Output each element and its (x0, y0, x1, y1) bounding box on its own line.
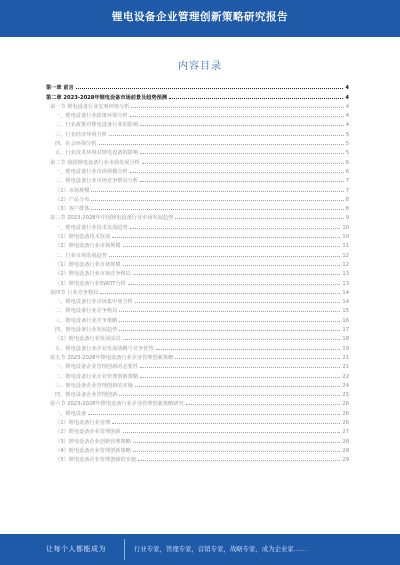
toc-leader-dots (109, 256, 341, 257)
toc-leader-dots (133, 442, 340, 443)
toc-entry-label: （2）锂电设备行业市场竞争格局 (55, 271, 131, 278)
toc-entry[interactable] (46, 342, 349, 351)
toc-entry-label: （1）锂电设备技术发展 (55, 234, 111, 241)
table-of-contents (46, 82, 349, 463)
toc-entry-label: （1）市场规模 (55, 187, 90, 194)
toc-entry-page: 8 (345, 206, 349, 213)
toc-leader-dots (130, 172, 344, 173)
toc-leader-dots (186, 404, 341, 405)
toc-leader-dots (99, 144, 344, 145)
toc-entry[interactable] (46, 305, 349, 314)
toc-leader-dots (156, 349, 341, 350)
toc-leader-dots (140, 153, 344, 154)
toc-entry[interactable] (46, 212, 349, 221)
toc-entry-label: 二、锂电设备行业竞争格局 (55, 308, 118, 315)
toc-entry[interactable] (46, 417, 349, 426)
toc-entry-page: 11 (342, 243, 349, 250)
toc-leader-dots (100, 293, 340, 294)
toc-entry-label: 一、锂电设备行业市场规模分析 (55, 168, 128, 175)
toc-entry[interactable] (46, 175, 349, 184)
toc-entry-label: 第一节 锂电设备行业宏观环境分析 (50, 103, 130, 110)
toc-leader-dots (135, 302, 341, 303)
toc-entry-label: 二、锂电设备行业市场竞争格局分析 (55, 178, 139, 185)
toc-entry-label: （2）锂电设备行业市场规模 (55, 243, 121, 250)
toc-entry-label: 三、锂电设备行业竞争策略 (55, 317, 118, 324)
toc-entry[interactable] (46, 398, 349, 407)
toc-entry-label: 四、锂电设备行业发展趋势 (55, 327, 118, 334)
toc-entry[interactable] (46, 138, 349, 147)
toc-leader-dots (135, 386, 341, 387)
toc-entry-label: 一、锂电设备 (55, 410, 87, 417)
toc-entry-label: （1）锂电设备行业市场规模 (55, 261, 121, 268)
toc-entry[interactable] (46, 268, 349, 277)
toc-entry-label: 第三节 2023-2028年中国锂电设备行业市场发展趋势 (50, 215, 174, 222)
toc-entry-page: 5 (345, 150, 349, 157)
toc-entry-label: 第五节 2023-2028年锂电设备行业企业管理创新策略 (50, 354, 174, 361)
toc-entry[interactable] (46, 426, 349, 435)
toc-entry[interactable] (46, 249, 349, 258)
toc-entry-page: 10 (342, 234, 349, 241)
toc-entry-page: 27 (342, 429, 349, 436)
toc-leader-dots (169, 98, 343, 99)
toc-entry-page: 19 (342, 345, 349, 352)
toc-entry-label: （3）锂电设备行业SWOT分析 (55, 280, 126, 287)
footer-divider (124, 539, 125, 560)
toc-entry-page: 17 (342, 327, 349, 334)
footer-slogan: 让每个人都能成为 (46, 545, 106, 553)
toc-entry[interactable] (46, 333, 349, 342)
toc-entry[interactable] (46, 370, 349, 379)
toc-entry-label: 二、行业市场发展趋势 (55, 252, 107, 259)
toc-entry-label: 一、锂电设备行业技术发展趋势 (55, 224, 128, 231)
toc-entry-page: 28 (342, 447, 349, 454)
toc-entry-label: （1）锂电设备行业发展前景 (55, 336, 121, 343)
toc-entry[interactable] (46, 101, 349, 110)
toc-leader-dots (112, 423, 340, 424)
toc-entry[interactable] (46, 128, 349, 137)
toc-entry-page: 4 (345, 113, 349, 120)
toc-entry[interactable] (46, 287, 349, 296)
toc-entry[interactable] (46, 184, 349, 193)
toc-entry-label: 第二节 我国锂电设备行业市场发展分析 (50, 159, 140, 166)
toc-entry-label: 三、锂电设备企业管理创新的实施 (55, 382, 133, 389)
toc-entry-page: 13 (342, 271, 349, 278)
toc-entry-page: 26 (342, 419, 349, 426)
toc-entry-page: 29 (342, 457, 349, 464)
toc-entry-page: 21 (342, 354, 349, 361)
toc-entry-page: 14 (342, 299, 349, 306)
toc-entry[interactable] (46, 277, 349, 286)
toc-entry-page: 6 (345, 168, 349, 175)
toc-entry-page: 4 (345, 122, 349, 129)
toc-leader-dots (91, 200, 343, 201)
toc-entry-label: 三、行业经济环境分析 (55, 131, 107, 138)
toc-entry-label: （5）锂电设备企业管理创新的实施 (55, 457, 137, 464)
toc-entry[interactable] (46, 221, 349, 230)
toc-leader-dots (123, 339, 341, 340)
toc-entry-page: 26 (342, 401, 349, 408)
toc-entry[interactable] (46, 407, 349, 416)
toc-entry-page: 9 (345, 215, 349, 222)
toc-entry-page: 15 (342, 308, 349, 315)
toc-entry-page: 7 (345, 178, 349, 185)
toc-entry-page: 4 (345, 85, 349, 92)
toc-leader-dots (123, 265, 341, 266)
toc-leader-dots (88, 414, 340, 415)
toc-entry[interactable] (46, 445, 349, 454)
toc-leader-dots (123, 246, 341, 247)
toc-entry[interactable] (46, 380, 349, 389)
toc-leader-dots (142, 163, 344, 164)
toc-entry-label: （1）锂电设备行业管理 (55, 419, 111, 426)
toc-entry-page: 12 (342, 252, 349, 259)
header-bar (0, 0, 400, 37)
report-title: 锂电设备企业管理创新策略研究报告 (112, 11, 288, 23)
toc-entry-page: 13 (342, 280, 349, 287)
toc-entry[interactable] (46, 324, 349, 333)
toc-leader-dots (140, 367, 340, 368)
toc-entry[interactable] (46, 314, 349, 323)
toc-leader-dots (133, 451, 340, 452)
toc-leader-dots (119, 395, 340, 396)
toc-leader-dots (91, 209, 343, 210)
toc-leader-dots (140, 125, 344, 126)
toc-leader-dots (130, 116, 344, 117)
toc-leader-dots (140, 181, 344, 182)
toc-entry-page: 10 (342, 224, 349, 231)
toc-entry[interactable] (46, 147, 349, 156)
toc-entry-label: 第一章 前言 (46, 85, 74, 92)
toc-entry-page: 8 (345, 196, 349, 203)
toc-leader-dots (133, 274, 340, 275)
toc-entry[interactable] (46, 194, 349, 203)
toc-entry-label: 二、行业政策对锂电设备行业的影响 (55, 122, 139, 129)
toc-leader-dots (140, 377, 340, 378)
toc-entry-page: 6 (345, 159, 349, 166)
toc-leader-dots (175, 218, 343, 219)
toc-entry[interactable] (46, 352, 349, 361)
toc-entry-page: 25 (342, 392, 349, 399)
toc-entry-page: 5 (345, 141, 349, 148)
toc-entry-label: （2）产品分布 (55, 196, 90, 203)
toc-entry-label: 一、锂电设备企业管理创新的必要性 (55, 364, 139, 371)
toc-entry-label: 五、行业技术环境对锂电设备的影响 (55, 150, 139, 157)
toc-entry[interactable] (46, 389, 349, 398)
toc-entry-page: 24 (342, 382, 349, 389)
toc-entry[interactable] (46, 156, 349, 165)
toc-entry[interactable] (46, 259, 349, 268)
toc-leader-dots (119, 321, 340, 322)
toc-leader-dots (175, 358, 340, 359)
toc-entry-label: 第六节 2023-2028年锂电设备行业企业管理创新策略研究 (50, 401, 184, 408)
toc-entry-label: （3）锂电设备企业创新管理策略 (55, 438, 131, 445)
toc-entry-label: （2）锂电设备企业管理创新 (55, 429, 121, 436)
toc-entry-page: 7 (345, 187, 349, 194)
toc-entry[interactable] (46, 203, 349, 212)
toc-entry[interactable] (46, 110, 349, 119)
toc-leader-dots (76, 88, 344, 89)
toc-leader-dots (131, 107, 343, 108)
toc-entry-page: 4 (345, 103, 349, 110)
toc-leader-dots (91, 191, 343, 192)
toc-entry-label: 四、社会环境分析 (55, 141, 97, 148)
toc-leader-dots (123, 432, 341, 433)
toc-entry[interactable] (46, 435, 349, 444)
toc-entry-label: 第二章 2023-2028年锂电设备市场前景及趋势预测 (46, 94, 168, 101)
toc-entry-page: 16 (342, 317, 349, 324)
toc-leader-dots (112, 237, 340, 238)
toc-entry-page: 5 (345, 131, 349, 138)
toc-leader-dots (128, 284, 341, 285)
toc-entry[interactable] (46, 166, 349, 175)
toc-entry[interactable] (46, 119, 349, 128)
toc-entry-label: （3）客户群体 (55, 206, 90, 213)
toc-entry-page: 4 (345, 94, 349, 101)
toc-entry-page: 12 (342, 261, 349, 268)
footer-tagline: 行业专家，管理专家，营销专家，战略专家，成为企业家…… (134, 545, 307, 553)
toc-entry-label: 四、锂电设备企业管理创新 (55, 392, 118, 399)
toc-heading: 内容目录 (178, 61, 222, 72)
toc-entry-page: 26 (342, 410, 349, 417)
toc-entry-page: 22 (342, 373, 349, 380)
footer-bar (0, 534, 400, 565)
toc-entry-page: 28 (342, 438, 349, 445)
toc-entry-label: 一、锂电设备行业市场集中度分析 (55, 299, 133, 306)
toc-entry-page: 18 (342, 336, 349, 343)
toc-leader-dots (119, 330, 340, 331)
toc-entry[interactable] (46, 91, 349, 100)
toc-entry-label: 五、锂电设备行业企业发展战略与竞争优势 (55, 345, 154, 352)
toc-leader-dots (119, 311, 340, 312)
toc-entry[interactable] (46, 82, 349, 91)
toc-entry-label: （4）锂电设备企业管理创新策略 (55, 447, 131, 454)
toc-entry[interactable] (46, 361, 349, 370)
toc-entry-page: 21 (342, 364, 349, 371)
toc-entry[interactable] (46, 296, 349, 305)
toc-leader-dots (138, 460, 340, 461)
toc-entry-label: 二、锂电设备行业企业管理创新策略 (55, 373, 139, 380)
toc-entry[interactable] (46, 454, 349, 463)
toc-leader-dots (130, 228, 341, 229)
toc-entry-label: 第四节 行业竞争格局 (50, 289, 99, 296)
toc-entry[interactable] (46, 231, 349, 240)
toc-leader-dots (109, 135, 344, 136)
toc-entry-label: 一、锂电设备行业政策环境分析 (55, 113, 128, 120)
toc-entry[interactable] (46, 240, 349, 249)
toc-entry-page: 14 (342, 289, 349, 296)
